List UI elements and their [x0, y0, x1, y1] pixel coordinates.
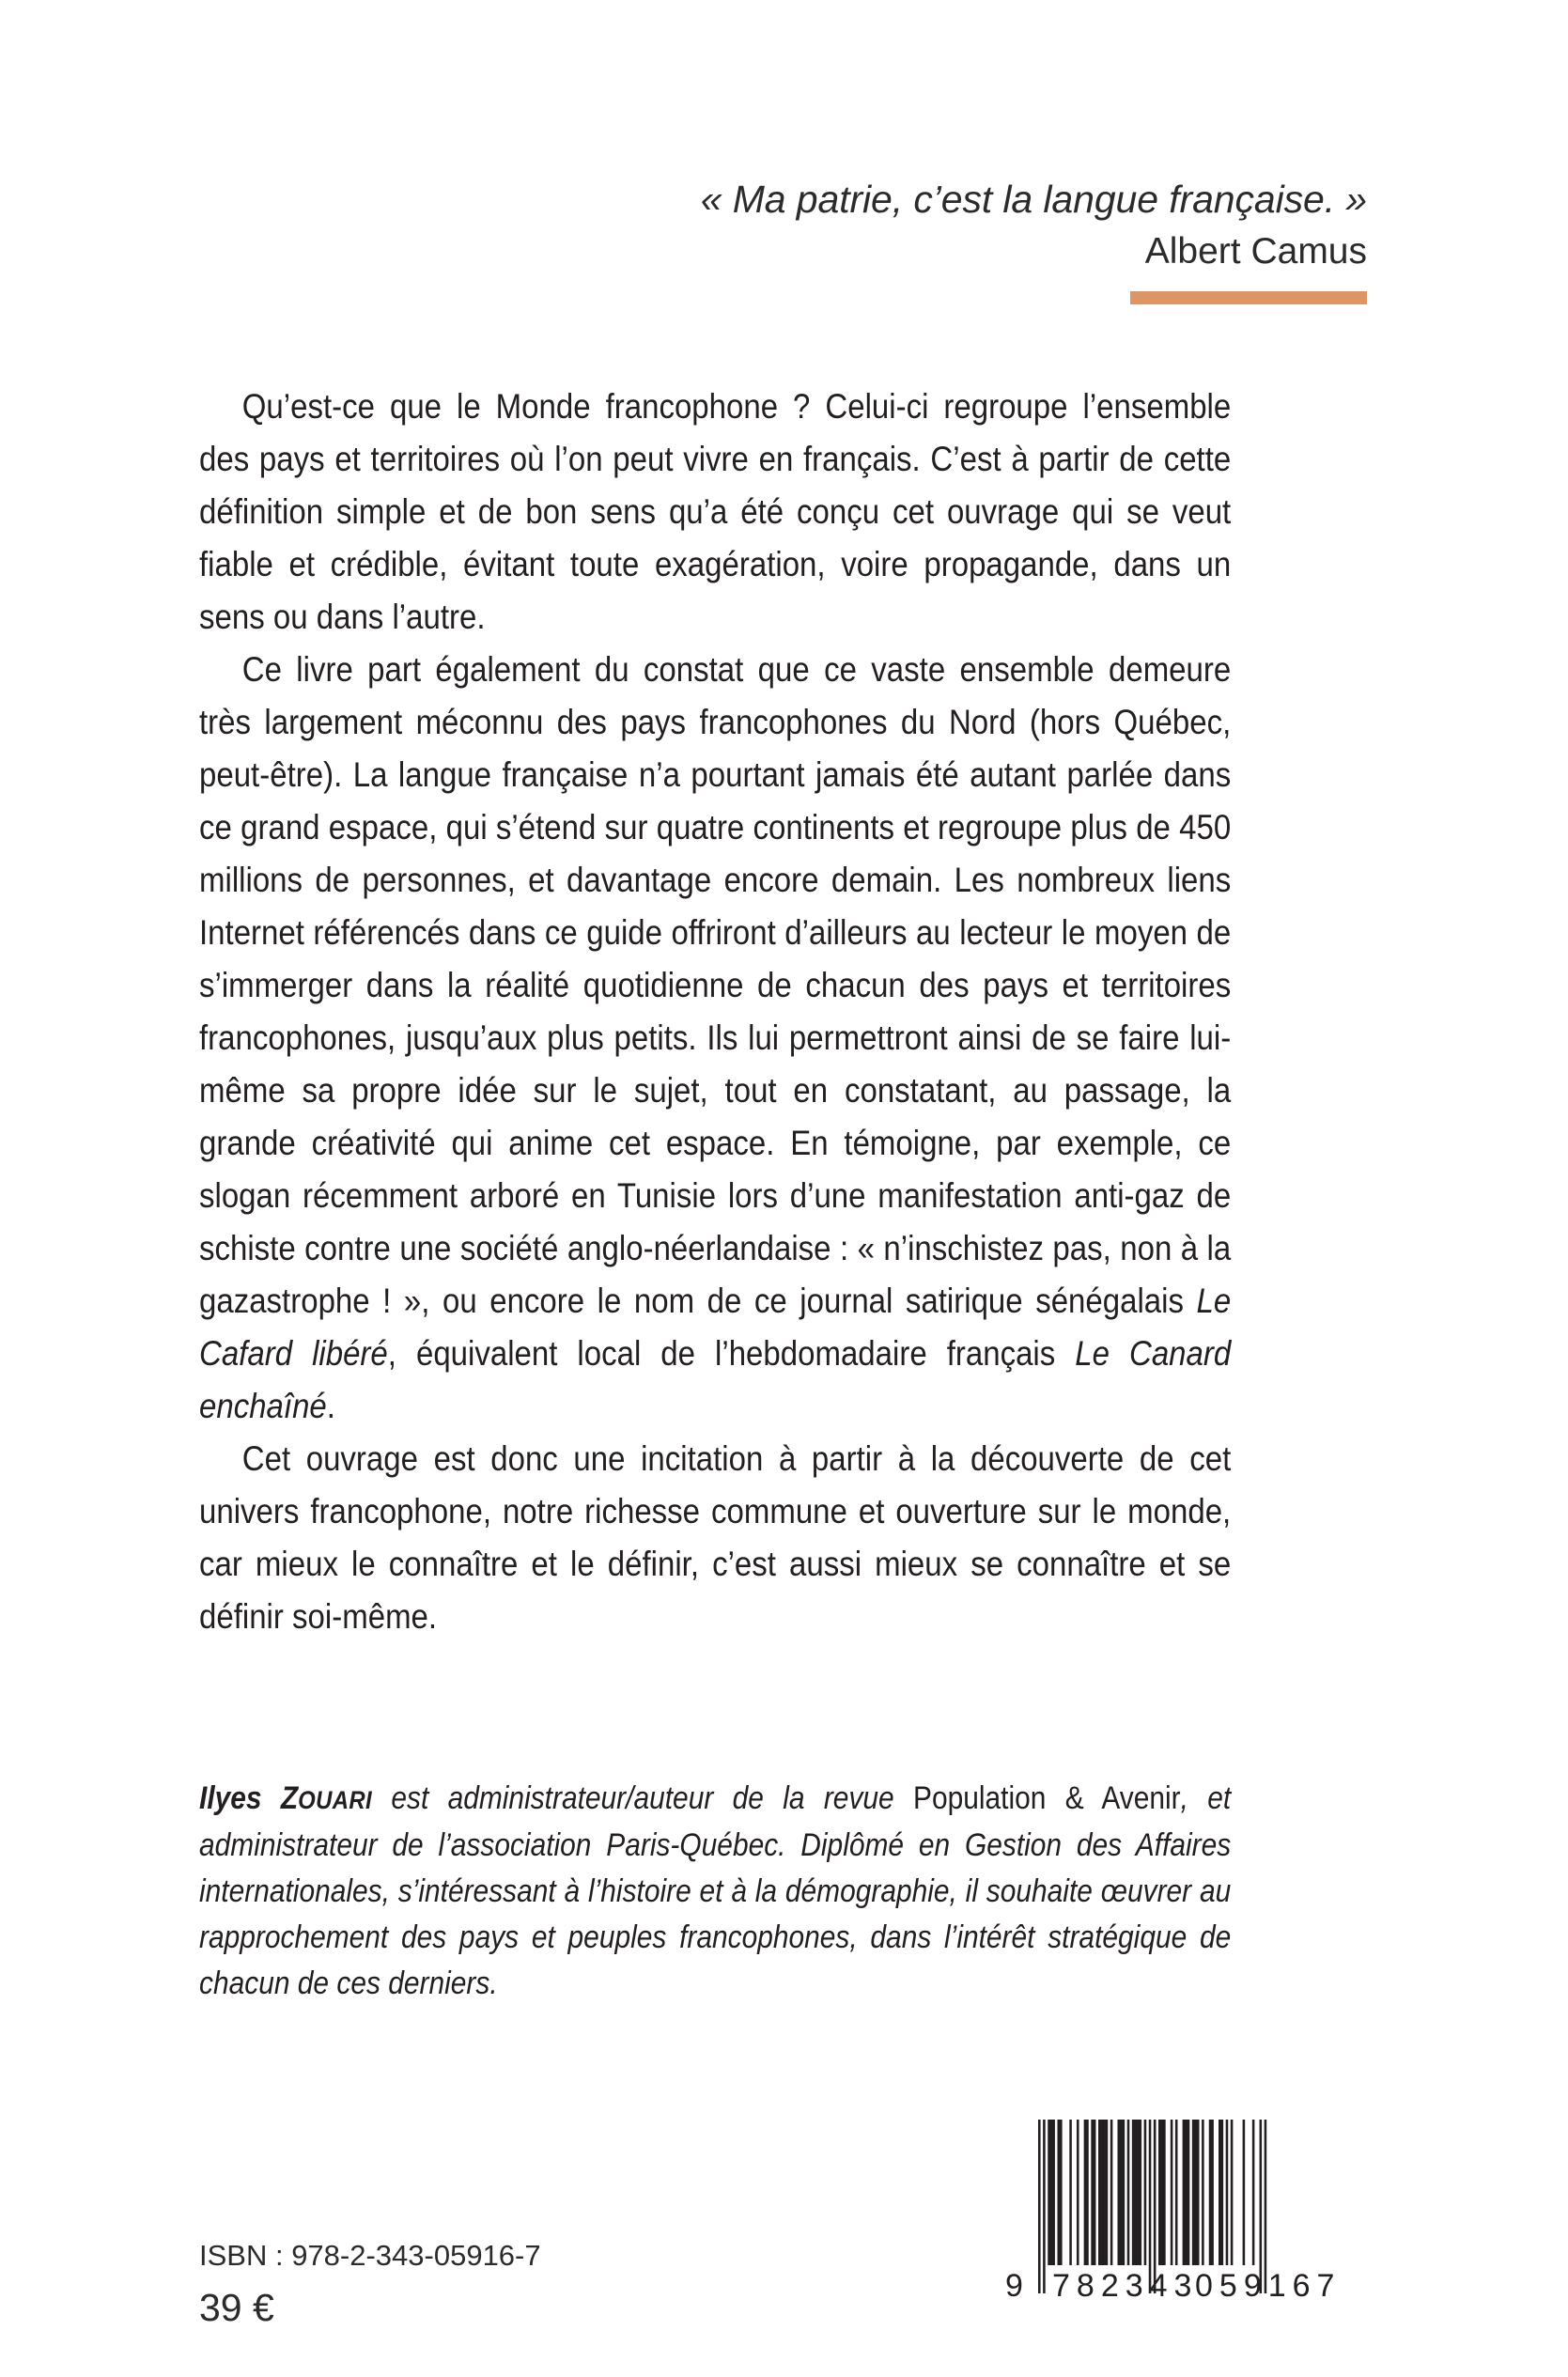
epigraph-quote: « Ma patrie, c’est la langue française. »: [700, 178, 1367, 221]
blurb-paragraph-3: [199, 1432, 1231, 1642]
orange-rule-divider: [1130, 291, 1367, 304]
author-bio: [199, 1776, 1231, 2007]
author-bio-paragraph: [199, 1776, 1231, 2007]
blurb-paragraph-1: [199, 380, 1231, 643]
blurb-run: , équivalent local de l’hebdomadaire français: [387, 1333, 1076, 1373]
price-text: 39 €: [199, 2286, 274, 2329]
author-name-first: Ilyes: [199, 1780, 281, 1816]
isbn-text: ISBN : 978-2-343-05916-7: [199, 2239, 541, 2272]
author-name-last-smallcaps: OUARI: [298, 1785, 373, 1814]
book-title-cafard: Le Cafard libéré: [199, 1281, 1232, 1373]
ean13-barcode: [996, 2112, 1372, 2314]
epigraph-author: Albert Camus: [1144, 231, 1367, 272]
epigraph-block: [202, 175, 1367, 304]
blurb-run: Cet ouvrage est donc une incitation à partir à la découverte de cet univers francophone, notre richesse commune et ouverture sur le monde, car mieux le connaître et le définir, c’est aussi mieux se connaître et se définir soi-même.: [199, 1438, 1232, 1636]
journal-name: Population & Avenir: [913, 1780, 1181, 1816]
blurb-text: [199, 380, 1231, 1642]
blurb-run: Qu’est-ce que le Monde francophone ? Celui-ci regroupe l’ensemble des pays et territoires où l’on peut vivre en français. C’est à partir de cette définition simple et de bon sens qu’a été conçu cet ouvrage qui se veut fiable et crédible, évitant toute exagération, voire propagande, dans un sens ou dans l’autre.: [199, 386, 1232, 636]
barcode-graphic: [996, 2112, 1372, 2314]
barcode-right-group: 059167: [1195, 2268, 1342, 2304]
barcode-left-digit: 9: [1005, 2268, 1023, 2304]
blurb-paragraph-2: [199, 643, 1231, 1432]
author-name-last-initial: Z: [280, 1780, 299, 1816]
barcode-left-group: 782343: [1052, 2268, 1199, 2304]
blurb-run: .: [326, 1386, 335, 1425]
author-bio-part2: , et administrateur de l’association Paris-Québec. Diplômé en Gestion des Affaires internationales, s’intéressant à l’histoire et à la démographie, il souhaite œuvrer au rapprochement des pays et peuples francophones, dans l’intérêt stratégique de chacun de ces derniers.: [199, 1780, 1232, 2001]
book-title-canard: Le Canard enchaîné: [199, 1333, 1232, 1425]
author-bio-part1: est administrateur/auteur de la revue: [372, 1780, 914, 1816]
blurb-run: Ce livre part également du constat que ce vaste ensemble demeure très largement méconnu des pays francophones du Nord (hors Québec, peut-être). La langue française n’a pourtant jamais été autant parlée dans ce grand espace, qui s’étend sur quatre continents et regroupe plus de 450 millions de personnes, et davantage encore demain. Les nombreux liens Internet référencés dans ce guide offriront d’ailleurs au lecteur le moyen de s’immerger dans la réalité quotidienne de chacun des pays et territoires francophones, jusqu’aux plus petits. Ils lui permettront ainsi de se faire lui-même sa propre idée sur le sujet, tout en constatant, au passage, la grande créativité qui anime cet espace. En témoigne, par exemple, ce slogan récemment arboré en Tunisie lors d’une manifestation anti-gaz de schiste contre une société anglo-néerlandaise : « n’inschistez pas, non à la gazastrophe ! », ou encore le nom de ce journal satirique sénégalais: [199, 649, 1232, 1320]
